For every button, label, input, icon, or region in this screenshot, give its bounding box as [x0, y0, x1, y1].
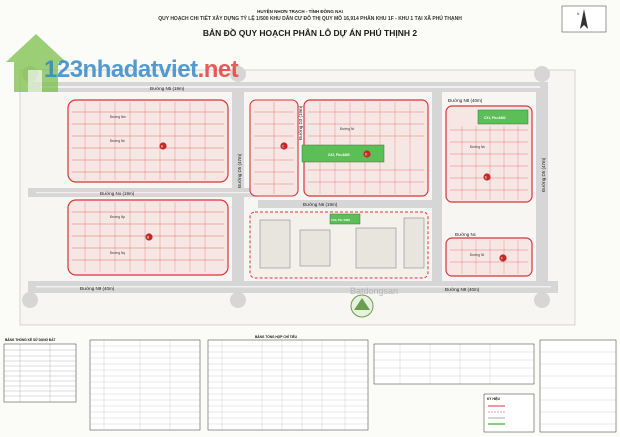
road-d3 — [432, 92, 442, 292]
watermark-text — [44, 56, 238, 84]
lot-block-right-top — [446, 106, 532, 202]
lot-block-mid-strip — [250, 100, 298, 196]
svg-text:N: N — [577, 12, 580, 16]
lot-label-a: A — [161, 144, 164, 149]
lot-block-right-bottom — [446, 238, 532, 276]
inner-road-1: Đường Nm — [110, 115, 126, 119]
road-mid-center — [258, 200, 433, 208]
road-label-mid: Đường No (19m) — [100, 191, 135, 196]
road-label-d3: Đường D3 (19m) — [298, 105, 303, 140]
header-subtitle: QUY HOẠCH CHI TIẾT XÂY DỰNG TỶ LỆ 1/500 KHU DÂN CƯ ĐÔ THỊ QUY MÔ 16,914 PHÂN KHU 1F - KHU 1 TẠI XÃ PHÚ THẠNH — [158, 16, 462, 22]
lot-block-left-bottom — [68, 200, 228, 275]
green-label-1: CX1, Plc=3462 — [484, 116, 506, 120]
inner-road-3: Đường Np — [110, 215, 126, 219]
inner-road-6: Đường Ns — [470, 145, 485, 149]
green-label-2: CX2, Plc=3460 — [328, 153, 350, 157]
watermark-batdongsan: Batdongsan — [350, 286, 399, 296]
map-title: BẢN ĐỒ QUY HOẠCH PHÂN LÔ DỰ ÁN PHÚ THỊNH 2 — [202, 28, 418, 38]
road-label-nc: Đường Nc — [455, 232, 476, 237]
lot-label-f: F — [501, 256, 503, 261]
inner-road-4: Đường Nq — [110, 251, 126, 255]
inner-road-7: Đường Nt — [470, 253, 485, 257]
land-use-table — [4, 337, 76, 402]
road-label-d5-left: Đường D5 (47m) — [237, 153, 242, 188]
watermark-suffix: .net — [197, 56, 239, 83]
lot-label-b: B — [147, 235, 150, 240]
north-arrow-icon — [562, 6, 606, 32]
compass-logo-icon — [351, 295, 373, 317]
road-label-d5-right: Đường D5 (47m) — [541, 157, 546, 192]
header-org: HUYỆN NHƠN TRẠCH - TỈNH ĐỒNG NAI — [257, 9, 343, 14]
road-label-n6: Đường N6 (19m) — [303, 202, 338, 207]
road-label-top: Đường N5 (19m) — [150, 86, 185, 91]
watermark-site: 123nhadatviet — [44, 56, 198, 83]
legend-box — [484, 394, 534, 432]
lot-label-e: E — [485, 175, 488, 180]
lot-label-d: D — [365, 152, 368, 157]
table-3-title: BẢNG TỔNG HỢP CHỈ TIÊU — [255, 335, 297, 339]
lot-block-center — [302, 100, 428, 196]
inner-road-5: Đường Nr — [340, 127, 355, 131]
table-1-title: BẢNG THỐNG KÊ SỬ DỤNG ĐẤT — [5, 338, 56, 342]
road-label-right-top: Đường N8 (40m) — [448, 98, 483, 103]
lot-label-c: C — [282, 144, 285, 149]
green-label-3: CX3, Plc=3465 — [331, 218, 351, 222]
road-label-bottom: Đường N9 (40m) — [80, 286, 115, 291]
lot-block-left-top — [68, 100, 228, 182]
legend-title: KÝ HIỆU — [487, 397, 500, 401]
public-facility-zone — [250, 212, 428, 278]
inner-road-2: Đường Nn — [110, 139, 126, 143]
road-label-bottom-right: Đường N9 (40m) — [445, 287, 480, 292]
lot-summary-table — [90, 340, 200, 430]
indicator-table — [208, 334, 368, 430]
title-block — [540, 340, 616, 432]
detail-table — [374, 344, 534, 384]
